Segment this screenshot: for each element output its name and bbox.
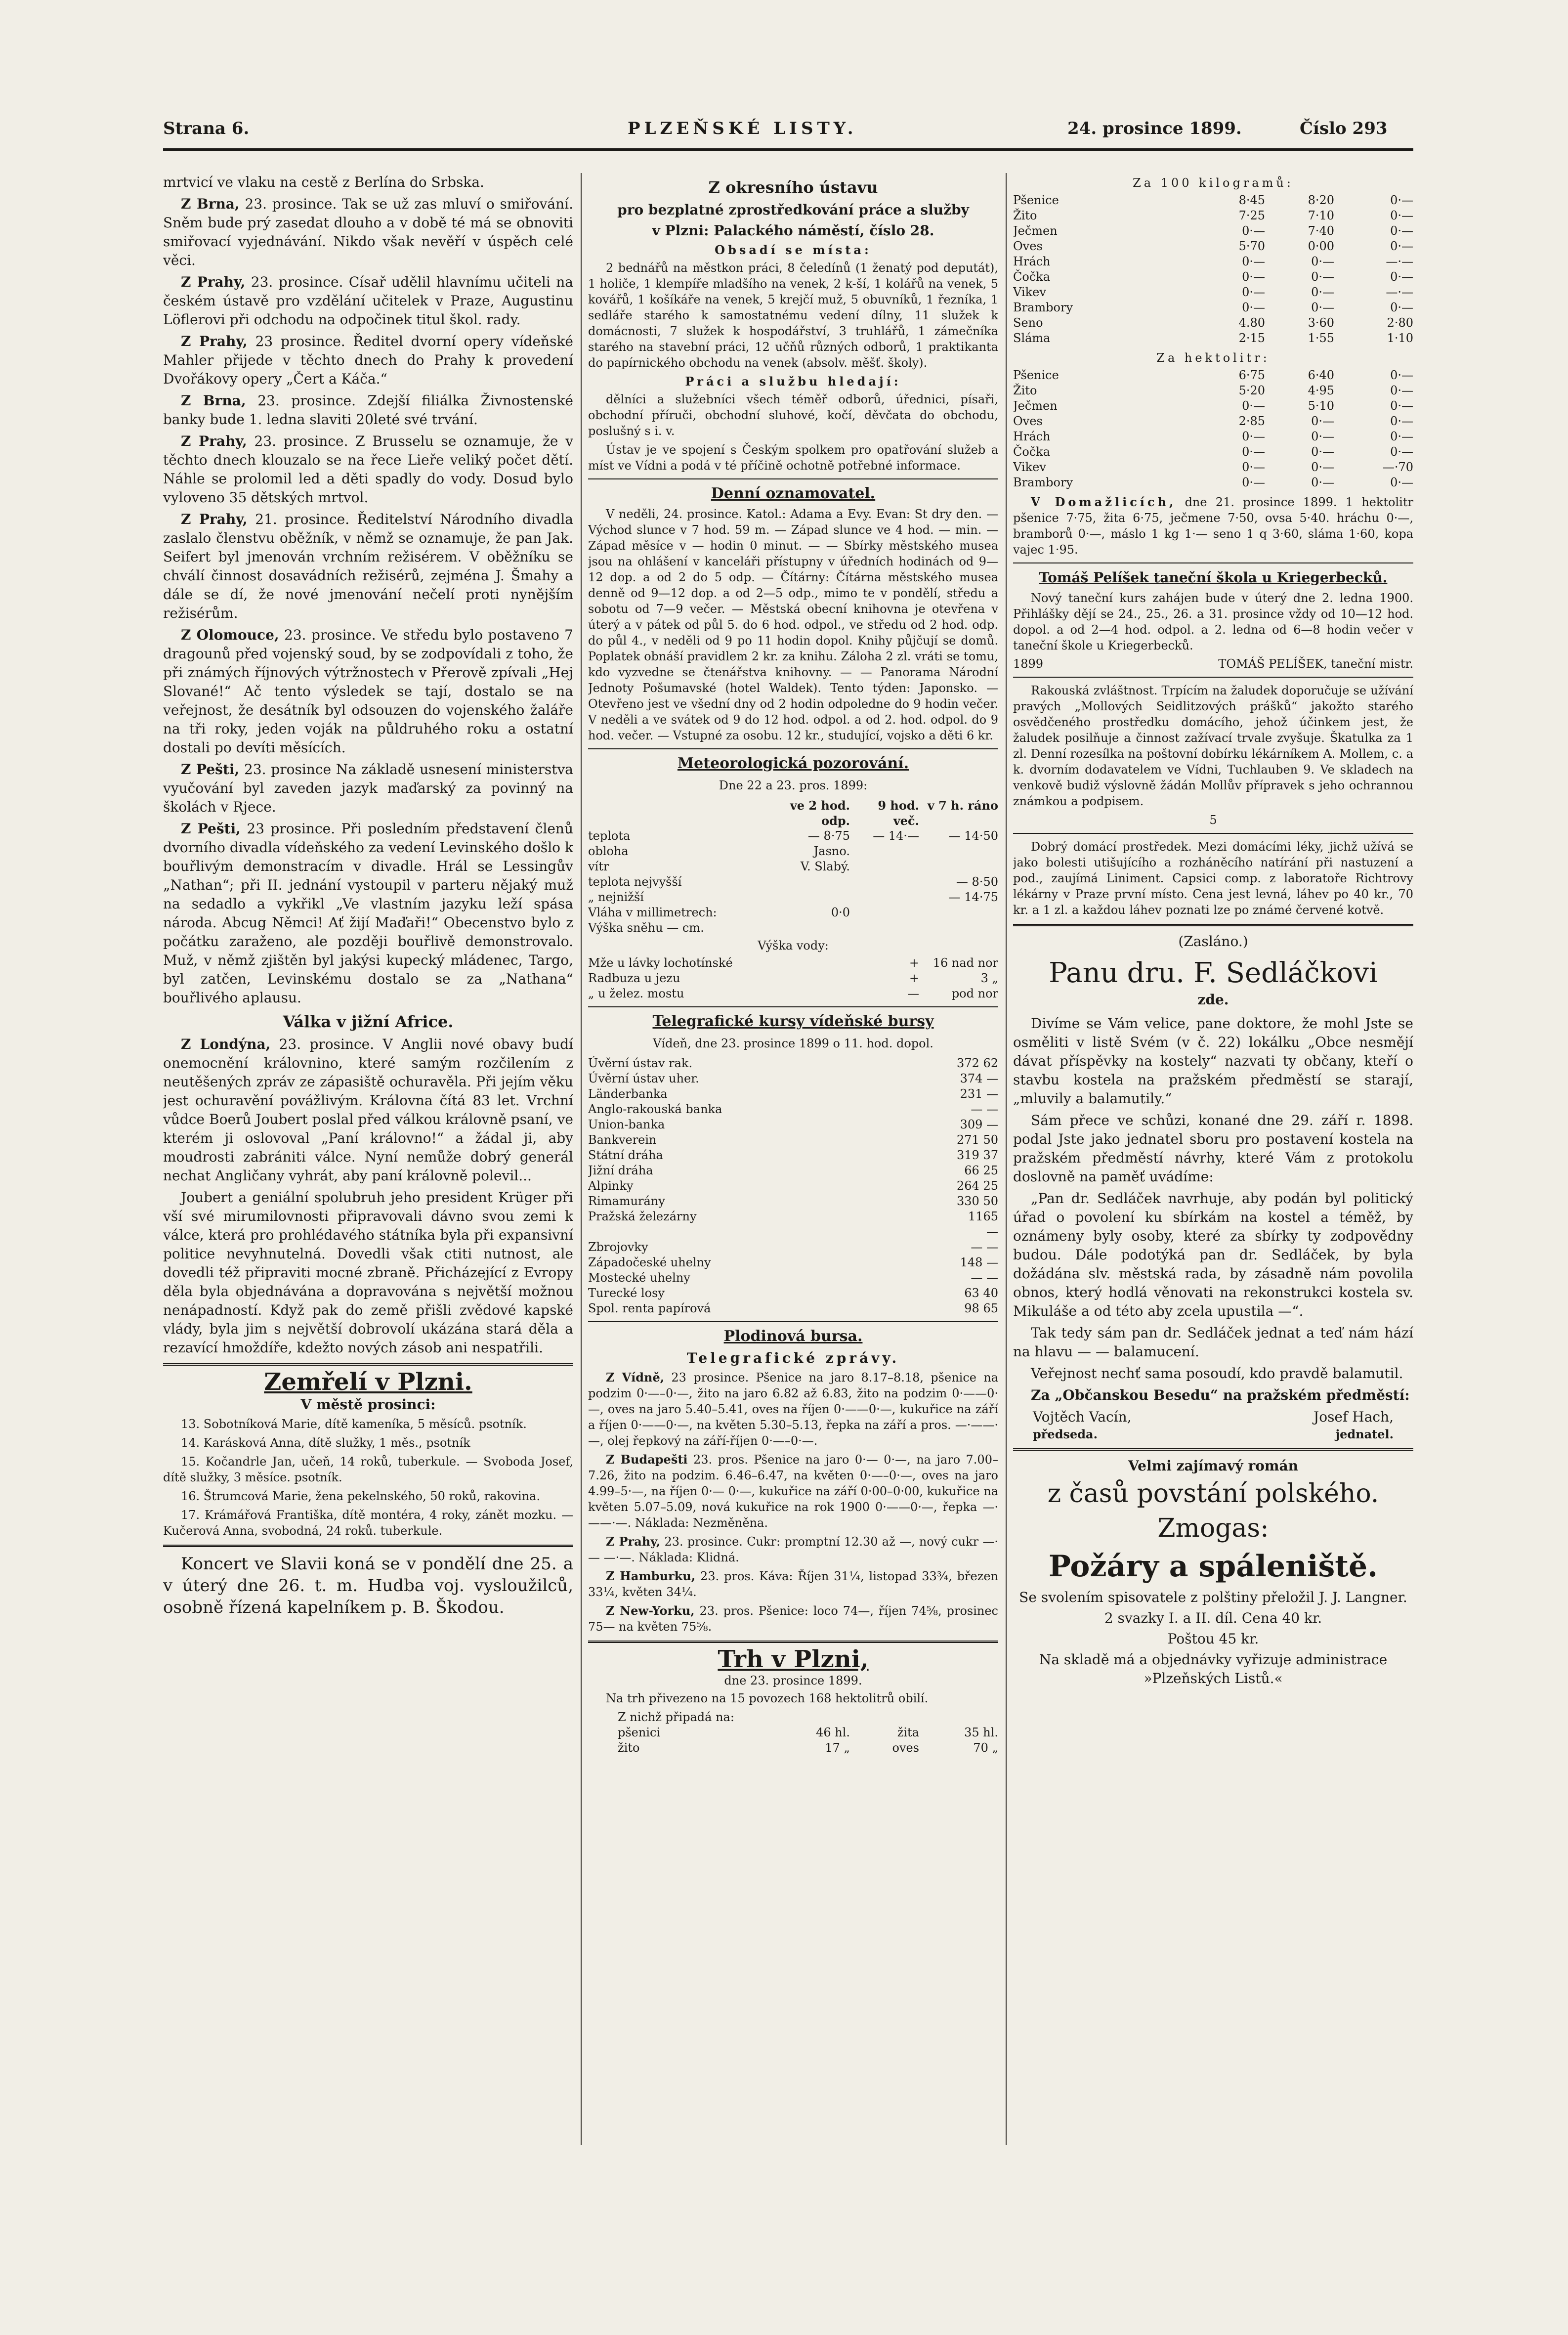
letter-text: „Pan dr. Sedláček navrhuje, aby podán byl politický úřad o povolení ku sbírkám na kostel a téměž, by oznámeny byly osoby, které za sbírky ty zodpovědny budou. Dále podotýká pan dr. Sedláček, by byla dožádána slv. městská rada, by zásadně nám povolila obnos, který hodlá věnovati na rekonstrukci kostela sv. Mikuláše a od této aby zcela upustila —“.: [1013, 1190, 1413, 1319]
table-row: Ječmen 0·— 7·40 0·—: [1013, 224, 1413, 238]
section-note: (Zasláno.): [1178, 933, 1248, 950]
newspaper-page: [163, 119, 1413, 2195]
ad-number: 5: [1209, 813, 1217, 827]
article-text: V Domažlicích, dne 21. prosince 1899. 1 hektolitr pšenice 7·75, žita 6·75, ječmene 7·50, ovsa 5·40. hráchu 0·—, bramborů 0·—, máslo 1 kg 1·— seno 1 q 3·60, sláma 1·60, kopa vajec 1·95.: [1013, 495, 1413, 557]
article-text: mrtvicí ve vlaku na cestě z Berlína do Srbska.: [163, 174, 484, 190]
section-subheading: Práci a službu hledají:: [685, 374, 901, 389]
ad-heading: Tomáš Pelíšek taneční škola u Kriegerbecků.: [1039, 569, 1388, 586]
divider: [588, 478, 998, 479]
column-divider: [581, 173, 582, 2145]
table-row: Státní dráha 319 37: [588, 1148, 998, 1162]
section-heading: Z okresního ústavu: [708, 178, 878, 197]
letter-location: zde.: [1197, 992, 1229, 1008]
article-text: Z Olomouce, 23. prosince. Ve středu bylo postaveno 7 dragounů před vojenský soud, by se zodpovídali z toho, že při známých říjnových výtržnostech v Přerově zpívali „Hej Slované!“ Ač tento výsledek se tají, dostalo se na veřejnost, že desátník byl odsouzen do vojenského žaláře na tři roky, jeden voják na půldruhého roku a ostatní dostali po devíti měsících.: [163, 627, 573, 756]
ad-heading: z časů povstání polského.: [1047, 1479, 1379, 1509]
table-row: Výška sněhu — cm.: [588, 921, 704, 935]
letter-roles: [1013, 1427, 1413, 1442]
signature-role: jednatel.: [1335, 1427, 1394, 1441]
table-row: Vláha v millimetrech: 0·0: [588, 906, 850, 919]
table-row: Úvěrní ústav uher. 374 —: [588, 1072, 998, 1085]
divider: [1013, 677, 1413, 678]
section-heading: Trh v Plzni,: [718, 1645, 869, 1673]
table-row: žito 17 „ oves 70 „: [618, 1741, 998, 1755]
section-subheading: Dne 22 a 23. pros. 1899:: [719, 778, 868, 792]
table-row: „ nejnižší — 14·75: [588, 890, 998, 904]
divider: [1013, 562, 1413, 563]
table-row: obloha Jasno.: [588, 844, 850, 858]
section-subheading: Výška vody:: [758, 939, 829, 952]
section-heading: Denní oznamovatel.: [711, 485, 876, 502]
divider: [588, 1641, 998, 1643]
death-list: [163, 1416, 573, 1539]
signature-role: předseda.: [1033, 1427, 1098, 1441]
table-row: Länderbanka 231 —: [588, 1087, 998, 1101]
section-subheading: Telegrafické zprávy.: [686, 1350, 900, 1366]
table-row: Anglo-rakouská banka — —: [588, 1102, 998, 1116]
section-subheading: Z nichž připadá na:: [618, 1710, 734, 1724]
article-text: Z Londýna, 23. prosince. V Anglii nové obavy budí onemocnění královnino, které samým rozčilením z neutěšených zpráv ze zápasiště ochuravěla. Při jejím věku jest ochuravění povážlivým. Královna čítá 83 let. Vrchní vůdce Boerů Joubert poslal před válkou královně psaní, ve kterém ji oslovoval „Paní královno!“ a žádal ji, aby moudrosti zabrániti válce. Nyní nemůže dobrý generál nechat Angličany vyhrát, aby paní královně polevil...: [163, 1036, 573, 1184]
article-text: dělníci a služebníci všech téměř odborů, úřednici, písaři, obchodní příruči, obchodní sluhové, kočí, děvčata do obchodu, poslušný s i. v.: [588, 392, 998, 438]
table-row: Seno 4.80 3·60 2·80: [1013, 316, 1413, 330]
table-row: Brambory 0·— 0·— 0·—: [1013, 476, 1413, 489]
ad-signature: 1899 TOMÁŠ PELÍŠEK, taneční mistr.: [1013, 657, 1413, 671]
signature: Josef Hach,: [1313, 1409, 1394, 1425]
divider: [1013, 833, 1413, 834]
page-number: Strana 6.: [163, 119, 250, 138]
divider: [1013, 924, 1413, 926]
ad-text: Na skladě má a objednávky vyřizuje administrace »Plzeňských Listů.«: [1039, 1651, 1388, 1686]
ad-text: Se svolením spisovatele z polštiny přeložil J. J. Langner.: [1019, 1589, 1407, 1605]
table-row: Sláma 2·15 1·55 1·10: [1013, 331, 1413, 345]
table-row: Vikev 0·— 0·— —·70: [1013, 460, 1413, 474]
table-row: Jižní dráha 66 25: [588, 1164, 998, 1177]
letter-signatures: [1013, 1408, 1413, 1427]
section-subheading: Vídeň, dne 23. prosince 1899 o 11. hod. dopol.: [653, 1037, 933, 1050]
section-subheading: pro bezplatné zprostředkování práce a služby: [617, 202, 969, 218]
table-heading: Za 100 kilogramů:: [1133, 176, 1294, 190]
divider: [1013, 1448, 1413, 1451]
table-row: Brambory 0·— 0·— 0·—: [1013, 301, 1413, 314]
issue-number: Číslo 293: [1300, 119, 1388, 138]
table-row: Žito 5·20 4·95 0·—: [1013, 384, 1413, 397]
divider: [163, 1545, 573, 1547]
masthead-title: PLZEŇSKÉ LISTY.: [628, 119, 857, 138]
table-row: Oves 2·85 0·— 0·—: [1013, 414, 1413, 428]
table-row: Žito 7·25 7·10 0·—: [1013, 209, 1413, 222]
article-text: Na trh přivezeno na 15 povozech 168 hektolitrů obilí.: [606, 1691, 929, 1705]
ad-text: Dobrý domácí prostředek. Mezi domácími léky, jichž užívá se jako bolesti utišujícího a rozháněcího natírání při nastuzení a pod., zaujímá Liniment. Capsici comp. z laboratoře Richtrovy lékárny v Praze první místo. Cena jest levná, láhev po 40 kr., 70 kr. a 1 zl. a každou láhev poznati lze po známé červené kotvě.: [1013, 840, 1413, 917]
table-row: Pšenice 6·75 6·40 0·—: [1013, 368, 1413, 382]
article-text: Z Vídně, 23 prosince. Pšenice na jaro 8.17–8.18, pšenice na podzim 0·—–0·—, žito na jaro 6.82 až 6.83, žito na podzim 0·——0·—, oves na jaro 5.40–5.41, oves na říjen 0·——0·—, kukuřice na září a říjen 0·——0·—, na květen 5.30–5.13, řepka na září a pros. —·——·—, olej řepkový na září-říjen 0·—–0·—.: [588, 1370, 998, 1448]
table-row: Hrách 0·— 0·— 0·—: [1013, 430, 1413, 443]
table-row: Rimamurány 330 50: [588, 1194, 998, 1208]
table-row: „ u želez. mostu — pod nor: [588, 987, 998, 1000]
ad-book-title: Požáry a spáleniště.: [1048, 1549, 1378, 1584]
article-text: Z New-Yorku, 23. pros. Pšenice: loco 74—, říjen 74⅝, prosinec 75— na květen 75⅝.: [588, 1603, 998, 1634]
divider: [163, 1363, 573, 1366]
article-text: Joubert a geniální spolubruh jeho president Krüger při vší své mirumilovnosti připravovali dávno svou zemi k válce, která pro prohlédavého státníka byla při expansivní politice nevyhnutelná. Dovedli však ctiti nutnost, ale dovedli též připraviti mocné zbraně. Přicházející z Evropy děla byla objednávána a dopravována s největší možnou nenápadností. Když pak do země přišli zvědové kapské vlády, byla jim s největší dobrovolí ukázána stará děla a rezavící hmoždíře, kdežto nových zásob ani nespatřili.: [163, 1189, 573, 1356]
article-text: 2 bednářů na městkon práci, 8 čeledínů (1 ženatý pod deputát), 1 holiče, 1 klempíře mladšího na venek, 2 k-ší, 1 kolářů na venek, 5 kovářů, 1 košíkáře na venek, 5 krejčí muž, 5 obuvníků, 1 řezníka, 1 sedláře starého k samostatnému vedení dílny, 11 služek k domácnosti, 7 služek k hospodářství, 3 truhlářů, 1 zámečníka starého na stavební práci, 12 učňů různých odborů, 1 praktikanta do papírnického obchodu na venek (absolv. měšť. školy).: [588, 261, 998, 370]
section-heading: Válka v jižní Africe.: [283, 1012, 454, 1031]
letter-heading: Panu dru. F. Sedláčkovi: [1049, 957, 1378, 989]
ad-text: Nový taneční kurs zahájen bude v úterý dne 2. ledna 1900. Přihlášky dějí se 24., 25., 26. a 31. prosince vždy od 10—12 hod. dopol. a od 2—4 hod. odpol. a 2. ledna od 6—8 hodin večer v taneční škole u Kriegerbecků.: [1013, 591, 1413, 652]
table-row: teplota — 8·75 — 14·— — 14·50: [588, 829, 998, 843]
section-heading: Meteorologická pozorování.: [677, 755, 909, 772]
article-text: Z Brna, 23. prosince. Tak se už zas mluví o smiřování. Sněm bude prý zasedat dlouho a v době té má se obnoviti smiřovací vyjednávání. Nikdo však nevěří v úspěch celé věci.: [163, 196, 573, 268]
ad-author: Zmogas:: [1157, 1513, 1269, 1543]
letter-text: Veřejnost nechť sama posoudí, kdo pravdě balamutil.: [1031, 1365, 1403, 1382]
divider: [588, 1006, 998, 1007]
table-row: Pšenice 8·45 8·20 0·—: [1013, 193, 1413, 207]
letter-text: Za „Občanskou Besedu“ na pražském předměstí:: [1031, 1387, 1410, 1403]
column-notices: [588, 173, 998, 2195]
table-row: Úvěrní ústav rak. 372 62: [588, 1056, 998, 1070]
table-row: Vikev 0·— 0·— —·—: [1013, 285, 1413, 299]
ad-text: 2 svazky I. a II. díl. Cena 40 kr.: [1104, 1610, 1322, 1626]
table-row: teplota nejvyšší — 8·50: [588, 875, 998, 889]
table-row: Čočka 0·— 0·— 0·—: [1013, 270, 1413, 284]
table-row: pšenici 46 hl. žita 35 hl.: [618, 1726, 998, 1739]
article-text: Ústav je ve spojení s Českým spolkem pro opatřování služeb a míst ve Vídni a podá v té příčině ochotně potřebné informace.: [588, 443, 998, 473]
column-news: [163, 173, 573, 2195]
table-row: Hrách 0·— 0·— —·—: [1013, 255, 1413, 268]
list-item: 17. Krámářová Františka, dítě montéra, 4 roky, zánět mozku. — Kučerová Anna, svobodná, 24 roků. tuberkule.: [163, 1508, 573, 1538]
table-row: Bankverein 271 50: [588, 1133, 998, 1147]
divider: [588, 1321, 998, 1322]
list-item: 13. Sobotníková Marie, dítě kameníka, 5 měsíců. psotník.: [181, 1417, 527, 1431]
table-row: Pražská železárny 1165 —: [588, 1210, 998, 1239]
table-row: Zbrojovky — —: [588, 1240, 998, 1254]
list-item: 15. Kočandrle Jan, učeň, 14 roků, tuberkule. — Svoboda Josef, dítě služky, 3 měsíce. psotník.: [163, 1455, 573, 1484]
signature: Vojtěch Vacín,: [1033, 1409, 1132, 1425]
issue-date: 24. prosince 1899.: [1067, 119, 1242, 138]
section-subheading: V městě prosinci:: [300, 1396, 436, 1413]
section-heading: Plodinová bursa.: [723, 1328, 863, 1345]
ad-text: Rakouská zvláštnost. Trpícím na žaludek doporučuje se užívání pravých „Mollových Seidlitzových prášků“ jakožto starého osvědčeného prostředku domácího, jehož účinkem jest, že žaludek posilňuje a činnost zažívací trvale zvyšuje. Škatulka za 1 zl. Denní rozesílka na poštovní dobírku lékárníkem A. Mollem, c. a k. dvorním dodavatelem ve Vídni, Tuchlauben 9. Ve skladech na venkově budiž výslovně žádán Mollův přípravek s jeho ochrannou známkou a podpisem.: [1013, 684, 1413, 808]
column-divider: [1006, 173, 1007, 2145]
table-row: Mostecké uhelny — —: [588, 1271, 998, 1285]
article-text: Z Brna, 23. prosince. Zdejší filiálka Živnostenské banky bude 1. ledna slaviti 20leté své trvání.: [163, 392, 573, 428]
table-row: Turecké losy 63 40: [588, 1286, 998, 1300]
table-row: Union-banka 309 —: [588, 1118, 998, 1131]
article-text: Z Prahy, 21. prosince. Ředitelství Národního divadla zaslalo členstvu oběžník, v němž se oznamuje, že pan Jak. Seifert byl jmenován vrchním režisérem. V oběžníku se chválí činnost dosavádních režisérů, zejména J. Šmahy a dále se dí, že nové jmenování nečelí proti nynějším režisérům.: [163, 511, 573, 621]
ad-text: Poštou 45 kr.: [1167, 1631, 1259, 1647]
table-row: Západočeské uhelny 148 —: [588, 1255, 998, 1269]
article-text: Z Prahy, 23. prosince. Císař udělil hlavnímu učiteli na českém ústavě pro vzdělání učitelek v Praze, Augustinu Löflerovi při odchodu na odpočinek titul škol. rady.: [163, 274, 573, 328]
table-row: Radbuza u jezu + 3 „: [588, 971, 998, 985]
section-subheading: dne 23. prosince 1899.: [724, 1674, 862, 1687]
header-rule: [163, 148, 1413, 151]
article-text: Z Hamburku, 23. pros. Káva: Říjen 31¼, listopad 33¾, březen 33¼, květen 34¼.: [588, 1569, 998, 1599]
article-text: Z Budapešti 23. pros. Pšenice na jaro 0·— 0·—, na jaro 7.00–7.26, žito na podzim. 6.46–6.47, na květen 0·—–0·—, oves na jaro 4.99–5·—, na říjen 0·— 0·—, kukuřice na září 0·00–0·00, kukuřice na květen 5.07–5.09, nová kukuřice na rok 1900 0·——0·—, řepka —·——·—. Náklada: Nezměněna.: [588, 1452, 998, 1530]
table-row: Čočka 0·— 0·— 0·—: [1013, 445, 1413, 459]
article-text: Z Pešti, 23 prosince. Při posledním představení členů dvorního divadla vídeňského za vedení Levinského došlo k bouřlivým demonstracím v divadle. Hrál se Lessingův „Nathan“; při II. jednání vystoupil v parteru nějaký muž na sedadlo a vykřikl „Ve vlastním jazyku leží spása národa. Abcug Němci! Ať žijí Maďaři!“ Obecenstvo bylo z počátku zaraženo, ale později bouřlivě demonstrovalo. Muž, v němž zjištěn byl jakýsi kupecký mládenec, Targo, byl zatčen, Levinskému dostalo se za „Nathana“ bouřlivého aplausu.: [163, 821, 573, 1006]
section-heading: Zemřelí v Plzni.: [264, 1368, 472, 1396]
list-item: 16. Štrumcová Marie, žena pekelnského, 50 roků, rakovina.: [181, 1489, 541, 1503]
ad-heading: Velmi zajímavý román: [1128, 1458, 1299, 1474]
list-item: 14. Karásková Anna, dítě služky, 1 měs., psotník: [181, 1436, 470, 1450]
table-heading: Za hektolitr:: [1156, 351, 1270, 365]
page-header: [163, 119, 1413, 143]
letter-text: Sám přece ve schůzi, konané dne 29. září r. 1898. podal Jste jako jednatel sboru pro postavení kostela na pražském předměstí návrhy, které Vám z protokolu doslovně na paměť uvádíme:: [1013, 1112, 1413, 1185]
section-heading: Telegrafické kursy vídeňské bursy: [652, 1013, 934, 1030]
table-header: ve 2 hod. odp. 9 hod. več. v 7 h. ráno: [790, 798, 998, 828]
section-subheading: Obsadí se místa:: [715, 243, 872, 257]
article-text: Z Pešti, 23. prosince Na základě usnesení ministerstva vyučování byl zaveden jazyk maďarský za povinný na školách v Rjece.: [163, 761, 573, 815]
divider: [588, 748, 998, 749]
table-row: Spol. renta papírová 98 65: [588, 1301, 998, 1315]
concert-notice: Koncert ve Slavii koná se v pondělí dne 25. a v úterý dne 26. t. m. Hudba voj. vysloužilců, osobně řízená kapelníkem p. B. Škodou.: [163, 1554, 573, 1617]
article-text: Z Prahy, 23. prosince. Z Brusselu se oznamuje, že v těchto dnech klouzalo se na řece Lieře veliký počet dětí. Náhle se prolomil led a děti spadly do vody. Dosud bylo vyloveno 35 dětských mrtvol.: [163, 433, 573, 506]
article-text: Z Prahy, 23. prosince. Cukr: promptní 12.30 až —, nový cukr —·— —·—. Náklada: Klidná.: [588, 1534, 998, 1564]
letter-text: Tak tedy sám pan dr. Sedláček jednat a teď nám hází na hlavu — — balamucení.: [1013, 1325, 1413, 1360]
section-address: v Plzni: Palackého náměstí, číslo 28.: [652, 222, 934, 239]
article-text: V neděli, 24. prosince. Katol.: Adama a Evy. Evan: St dry den. — Východ slunce v 7 hod. 59 m. — Západ slunce ve 4 hod. — min. — Západ měsíce v — hodin 0 minut. — — Sbírky městského musea jsou na ohlášení v kanceláři přístupny v úředních hodinách od 9—12 dop. a od 2 do 5 odp. — Čítárny: Čítárna městského musea denně od 9—12 dop. a od 2—5 odp., mimo te v pondělí, středu a sobotu od 7—9 večer. — Městská obecní knihovna je otevřena v úterý a v pátek od půl 5. do 6 hod. odpol., ve středu od 2 hod. odp. do půl 4., v neděli od 9 po 11 hodin dopol. Knihy půjčují se domů. Poplatek obnáší pravidlem 2 kr. za knihu. Záloha 2 zl. vráti se tomu, kdo vyzvedne se čtenářstva knihovny. — — Panorama Národní Jednoty Pošumavské (hotel Waldek). Tento týden: Japonsko. — Otevřeno jest ve všední dny od 2 hodin odpoledne do 9 hodin večer. V neděli a ve svátek od 9 do 12 hod. odpol. a od 2. hod. odpol. do 9 hod. večer. — Vstupné za osobu. 12 kr., studující, vojsko a děti 6 kr.: [588, 507, 998, 742]
article-text: Z Prahy, 23 prosince. Ředitel dvorní opery vídeňské Mahler přijede v těchto dnech do Prahy k provedení Dvořákovy opery „Čert a Káča.“: [163, 333, 573, 387]
table-row: Alpinky 264 25: [588, 1179, 998, 1193]
table-row: Ječmen 0·— 5·10 0·—: [1013, 399, 1413, 413]
letter-text: Divíme se Vám velice, pane doktore, že mohl Jste se osměliti v listě Svém (v č. 22) lokálku „Obce nesmějí dávat příspěvky na kostely“ nazvati ty občany, kteří o stavbu kostela na pražském předměstí se starají, „mluvily a balamutily.“: [1013, 1015, 1413, 1107]
table-row: Mže u lávky lochotínské + 16 nad nor: [588, 956, 998, 970]
table-row: Oves 5·70 0·00 0·—: [1013, 239, 1413, 253]
column-market-ads: [1013, 173, 1413, 2195]
table-row: vítr V. Slabý.: [588, 860, 850, 873]
